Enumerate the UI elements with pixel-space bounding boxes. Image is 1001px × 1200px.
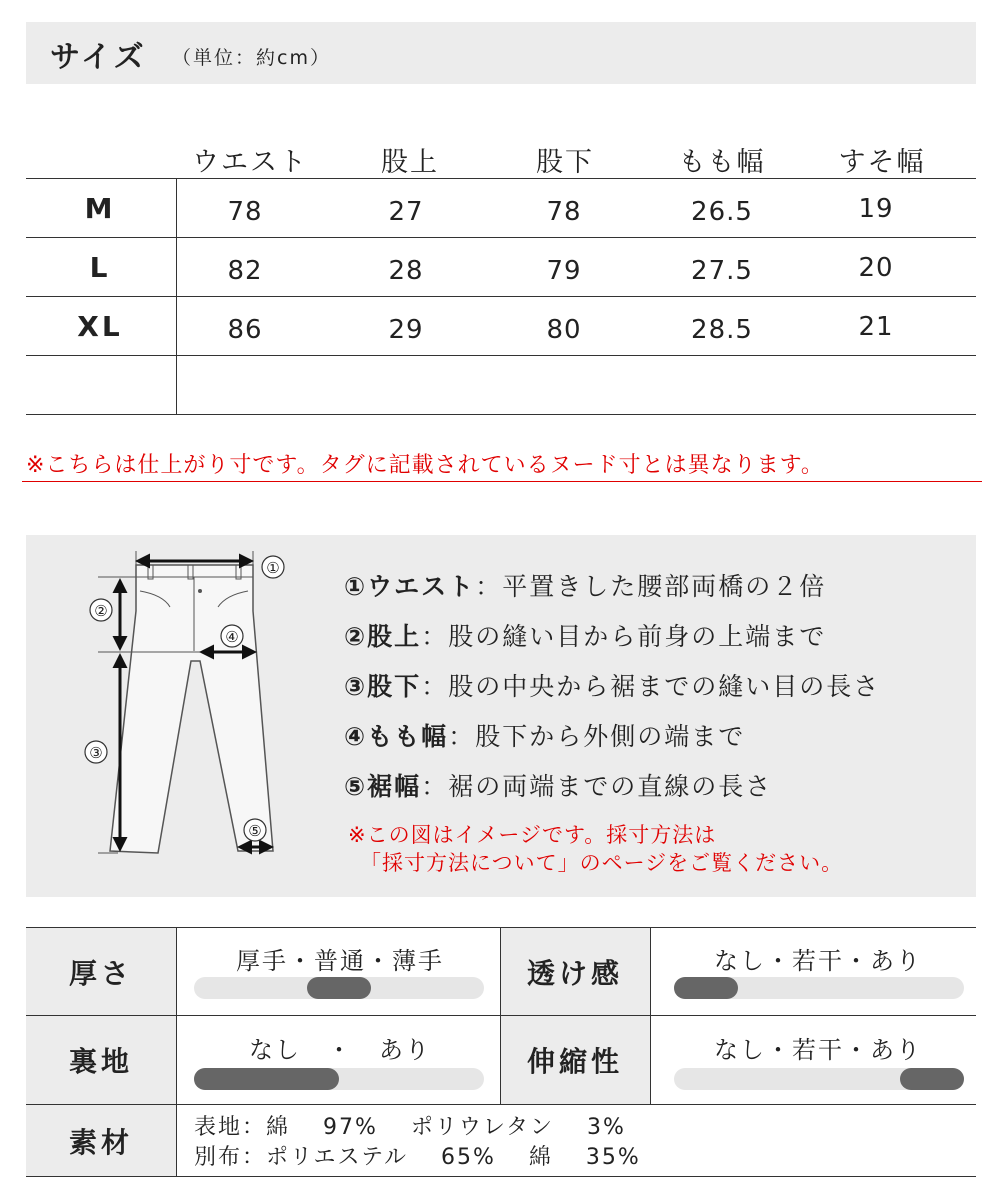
attribute-label-lining: 裏地: [26, 1016, 176, 1104]
description-term: もも幅: [367, 722, 449, 751]
description-text: ：裾の両端までの直線の長さ: [421, 772, 773, 801]
sheerness-gauge-fill: [674, 977, 738, 999]
description-number: ①: [344, 572, 368, 601]
size-label: XL: [77, 310, 123, 343]
sheerness-gauge: [674, 977, 964, 999]
marker-3: ③: [89, 744, 103, 762]
table-divider: [26, 1176, 976, 1177]
attribute-label-thickness: 厚さ: [26, 928, 176, 1015]
table-column-divider: [500, 927, 501, 1104]
stretch-scale: なし・若干・あり: [714, 1036, 922, 1064]
material-line: 別布：ポリエステル 65% 綿 35%: [194, 1145, 641, 1170]
marker-2: ②: [94, 602, 108, 620]
material-line: 表地：綿 97% ポリウレタン 3%: [194, 1115, 626, 1140]
thickness-gauge-fill: [307, 977, 371, 999]
table-cell: 79: [546, 256, 582, 286]
size-label: M: [84, 192, 116, 225]
marker-4: ④: [225, 628, 239, 646]
measurement-guide: [26, 535, 976, 897]
table-cell: 82: [227, 256, 263, 286]
stretch-gauge-fill: [900, 1068, 964, 1090]
description-number: ④: [344, 722, 368, 751]
stretch-gauge: [674, 1068, 964, 1090]
column-header-waist: ウエスト: [192, 147, 308, 178]
table-cell: 28: [388, 256, 424, 286]
measurement-description: [344, 717, 745, 753]
description-number: ②: [344, 622, 368, 651]
table-cell: 28.5: [691, 315, 753, 345]
marker-1: ①: [266, 559, 280, 577]
note-underline: [22, 481, 982, 482]
table-cell: 86: [227, 315, 263, 345]
description-term: 裾幅: [367, 772, 422, 801]
table-column-divider: [176, 178, 177, 415]
table-cell: 26.5: [691, 197, 753, 227]
measurement-description: [344, 567, 826, 603]
thickness-gauge: [194, 977, 484, 999]
lining-gauge-fill: [194, 1068, 339, 1090]
description-text: ：平置きした腰部両橋の２倍: [475, 572, 827, 601]
description-term: 股上: [367, 622, 422, 651]
description-number: ③: [344, 672, 368, 701]
description-text: ：股の中央から裾までの縫い目の長さ: [421, 672, 881, 701]
attribute-label-sheerness: 透け感: [500, 928, 650, 1015]
measurement-description: [344, 667, 880, 703]
marker-5: ⑤: [248, 822, 262, 840]
description-term: 股下: [367, 672, 422, 701]
description-text: ：股下から外側の端まで: [448, 722, 746, 751]
lining-scale: なし ・ あり: [249, 1036, 431, 1064]
section-title: サイズ: [50, 40, 147, 75]
table-divider: [26, 237, 976, 238]
measurement-description: [344, 767, 772, 803]
table-column-divider: [650, 927, 651, 1104]
table-divider: [26, 296, 976, 297]
sheerness-scale: なし・若干・あり: [714, 947, 922, 975]
table-divider: [26, 178, 976, 179]
description-number: ⑤: [344, 772, 368, 801]
table-cell: 80: [546, 315, 582, 345]
table-column-divider: [176, 927, 177, 1176]
size-label: L: [89, 251, 111, 284]
table-cell: 78: [227, 197, 263, 227]
table-cell: 20: [858, 253, 894, 283]
attribute-label-material: 素材: [26, 1105, 176, 1176]
description-text: ：股の縫い目から前身の上端まで: [421, 622, 827, 651]
column-header-inseam: 股下: [536, 147, 594, 178]
column-header-rise: 股上: [381, 147, 439, 178]
table-divider: [26, 355, 976, 356]
attribute-label-stretch: 伸縮性: [500, 1016, 650, 1104]
thickness-scale: 厚手・普通・薄手: [236, 947, 444, 975]
section-header: [26, 22, 976, 84]
table-cell: 21: [858, 312, 894, 342]
table-cell: 27: [388, 197, 424, 227]
table-cell: 78: [546, 197, 582, 227]
column-header-thigh: もも幅: [678, 147, 766, 178]
table-divider: [26, 414, 976, 415]
description-term: ウエスト: [367, 572, 476, 601]
diagram-disclaimer: 「採寸方法について」のページをご覧ください。: [360, 851, 844, 875]
measurement-description: [344, 617, 826, 653]
unit-label: （単位：約cm）: [172, 47, 331, 69]
table-cell: 29: [388, 315, 424, 345]
lining-gauge: [194, 1068, 484, 1090]
pants-diagram-icon: [78, 551, 318, 861]
size-note: ※こちらは仕上がり寸です。タグに記載されているヌード寸とは異なります。: [26, 453, 824, 478]
table-cell: 27.5: [691, 256, 753, 286]
diagram-disclaimer: ※この図はイメージです。採寸方法は: [348, 823, 717, 847]
column-header-hem: すそ幅: [838, 147, 926, 178]
table-cell: 19: [858, 194, 894, 224]
